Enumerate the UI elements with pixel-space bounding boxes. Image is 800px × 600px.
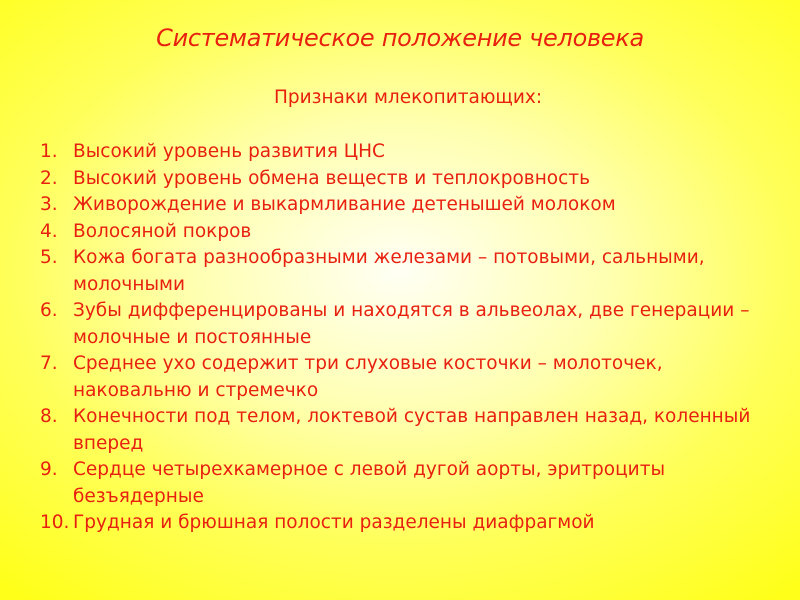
slide-title: Систематическое положение человека xyxy=(156,24,644,52)
list-item-number: 5. xyxy=(40,247,58,268)
list-item-text: Живорождение и выкармливание детенышей молоком xyxy=(73,194,616,215)
list-item-number: 6. xyxy=(40,300,58,321)
list-item-text: Грудная и брюшная полости разделены диафрагмой xyxy=(73,512,595,533)
list-item-number: 9. xyxy=(40,459,58,480)
list-item-number: 3. xyxy=(40,194,58,215)
list-item-text: Зубы дифференцированы и находятся в альвеолах, две генерации – молочные и постоянные xyxy=(73,300,750,348)
list-item-text: Волосяной покров xyxy=(73,220,252,242)
list-item-number: 7. xyxy=(40,353,58,374)
list-item-text: Кожа богата разнообразными железами – потовыми, сальными, молочными xyxy=(73,247,705,295)
list-item xyxy=(40,139,780,166)
list-item xyxy=(40,510,780,537)
list-item xyxy=(40,298,780,351)
list-item xyxy=(40,192,780,219)
list-item-text: Конечности под телом, локтевой сустав направлен назад, коленный вперед xyxy=(73,406,751,454)
list-item-number: 1. xyxy=(40,141,58,162)
list-item-number: 2. xyxy=(40,167,58,189)
list-item xyxy=(40,351,780,404)
list-item xyxy=(40,404,780,457)
list-item-text: Сердце четырехкамерное с левой дугой аорты, эритроциты безъядерные xyxy=(73,459,666,507)
slide-subtitle: Признаки млекопитающих: xyxy=(273,87,543,108)
list-item-text: Высокий уровень развития ЦНС xyxy=(73,141,385,162)
list-item-number: 8. xyxy=(40,406,58,427)
list-item-number: 4. xyxy=(40,220,58,242)
list-item-text: Высокий уровень обмена веществ и теплокровность xyxy=(73,167,590,189)
list-item xyxy=(40,166,780,193)
list-item xyxy=(40,457,780,510)
features-list xyxy=(40,139,780,537)
list-item xyxy=(40,245,780,298)
list-item-text: Среднее ухо содержит три слуховые косточки – молоточек, наковальню и стремечко xyxy=(73,353,663,401)
list-item xyxy=(40,219,780,246)
list-item-number: 10. xyxy=(40,512,70,533)
